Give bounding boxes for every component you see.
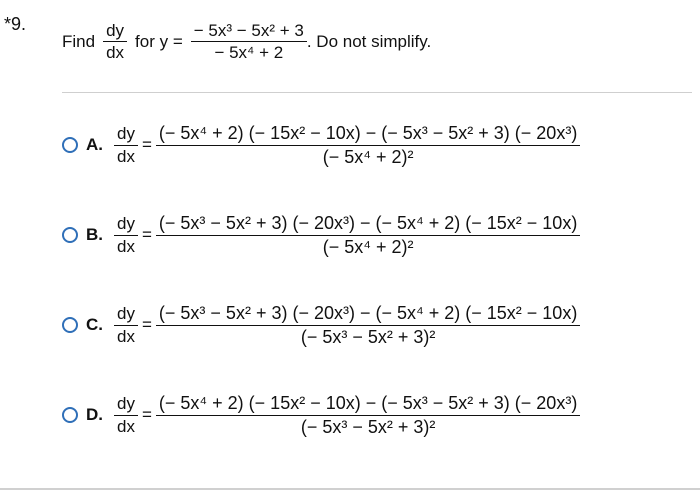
answer-option-a[interactable]: [62, 122, 580, 168]
option-expression: [156, 212, 580, 258]
divider: [62, 92, 692, 93]
option-denominator: (− 5x³ − 5x² + 3)²: [300, 326, 436, 347]
function-numerator: − 5x³ − 5x² + 3: [193, 21, 304, 40]
radio-button-a[interactable]: [62, 137, 78, 153]
equals-sign: =: [141, 135, 152, 154]
radio-button-c[interactable]: [62, 317, 78, 333]
option-derivative: $\frac{dy}{dx}$: [114, 303, 138, 347]
option-derivative: $\frac{dy}{dx}$: [114, 213, 138, 257]
answer-option-d[interactable]: [62, 392, 580, 438]
option-derivative: $\frac{dy}{dx}$: [114, 123, 138, 167]
radio-button-b[interactable]: [62, 227, 78, 243]
option-numerator: (− 5x³ − 5x² + 3) (− 20x³) − (− 5x⁴ + 2) (− 15x² − 10x): [158, 213, 578, 233]
option-letter: A.: [86, 135, 103, 154]
derivative-denominator: dx: [106, 43, 125, 63]
option-derivative: $\frac{dy}{dx}$: [114, 393, 138, 437]
equals-sign: =: [141, 225, 152, 244]
function-fraction: [191, 20, 307, 64]
option-expression: [156, 392, 580, 438]
answer-option-b[interactable]: [62, 212, 580, 258]
find-label: Find: [62, 31, 96, 51]
option-denominator: (− 5x⁴ + 2)²: [322, 236, 414, 257]
prompt-tail: . Do not simplify.: [306, 31, 432, 51]
function-denominator: − 5x⁴ + 2: [214, 43, 284, 63]
equals-sign: =: [141, 315, 152, 334]
radio-button-d[interactable]: [62, 407, 78, 423]
bottom-divider: [0, 488, 700, 490]
option-letter: D.: [86, 405, 103, 424]
question-prompt: [62, 20, 431, 64]
option-expression: [156, 122, 580, 168]
option-letter: B.: [86, 225, 103, 244]
answer-option-c[interactable]: [62, 302, 580, 348]
option-numerator: (− 5x⁴ + 2) (− 15x² − 10x) − (− 5x³ − 5x² + 3) (− 20x³): [158, 123, 578, 143]
question-number: *9.: [4, 14, 27, 34]
option-numerator: (− 5x⁴ + 2) (− 15x² − 10x) − (− 5x³ − 5x² + 3) (− 20x³): [158, 393, 578, 413]
prompt-derivative: [103, 20, 127, 64]
option-numerator: (− 5x³ − 5x² + 3) (− 20x³) − (− 5x⁴ + 2) (− 15x² − 10x): [158, 303, 578, 323]
for-label: for y =: [135, 31, 183, 51]
option-letter: C.: [86, 315, 103, 334]
option-denominator: (− 5x⁴ + 2)²: [322, 146, 414, 167]
derivative-numerator: dy: [106, 21, 125, 40]
option-expression: [156, 302, 580, 348]
equals-sign: =: [141, 405, 152, 424]
option-denominator: (− 5x³ − 5x² + 3)²: [300, 416, 436, 437]
